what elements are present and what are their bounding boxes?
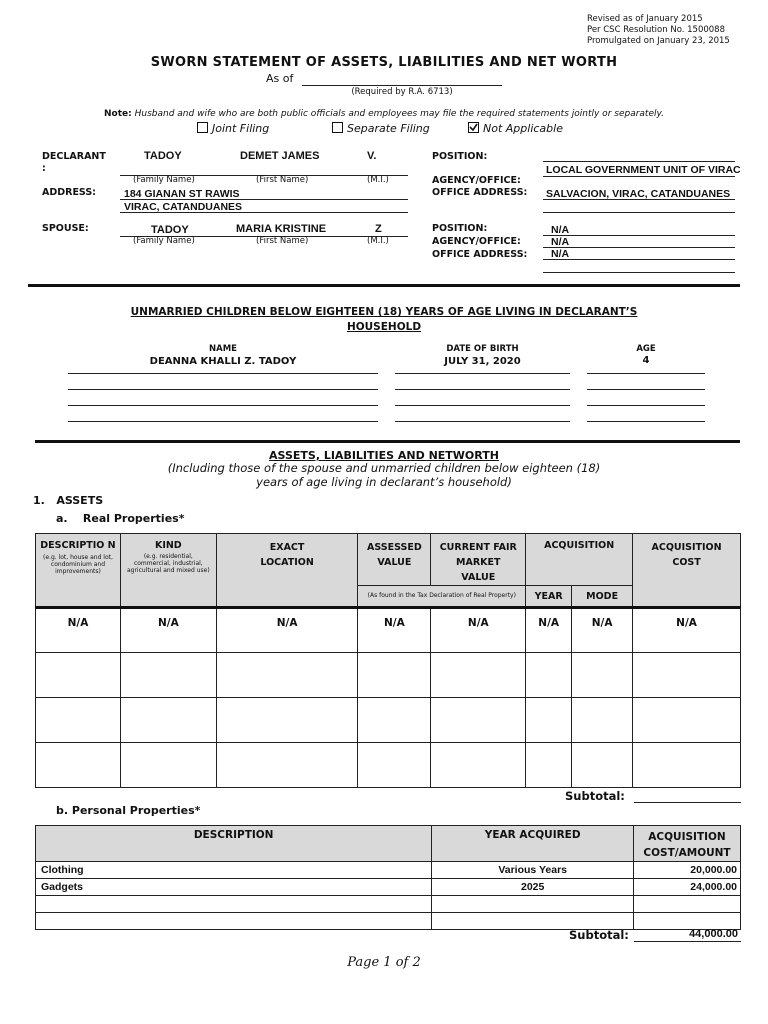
col-fmv-label: CURRENT FAIR — [439, 542, 517, 553]
table-cell[interactable] — [216, 743, 358, 788]
spouse-office-address-underline — [543, 259, 735, 260]
col-pp-description: DESCRIPTION — [36, 826, 432, 862]
col-fmv-label: VALUE — [461, 572, 496, 583]
address-underline — [120, 199, 408, 200]
col-assessed-label: ASSESSED — [367, 542, 422, 553]
alnw-subheading — [0, 461, 768, 489]
table-cell[interactable] — [120, 653, 216, 698]
table-row — [36, 653, 741, 698]
pp-cost[interactable] — [634, 913, 741, 930]
pp-cost[interactable] — [634, 896, 741, 913]
spouse-office-address-value[interactable]: N/A — [551, 248, 570, 260]
first-name-caption: (First Name) — [256, 236, 309, 246]
table-cell[interactable] — [36, 743, 121, 788]
child-row-line — [395, 405, 570, 406]
spouse-agency-underline — [543, 247, 735, 248]
table-cell[interactable] — [431, 698, 526, 743]
address-line1[interactable]: 184 GIANAN ST RAWIS — [124, 188, 240, 200]
table-cell[interactable]: N/A — [216, 608, 358, 653]
children-col-dob: DATE OF BIRTH — [446, 344, 519, 354]
table-cell[interactable] — [120, 743, 216, 788]
table-row — [36, 862, 741, 879]
not-applicable-label: Not Applicable — [483, 122, 563, 135]
mi-caption: (M.I.) — [367, 236, 389, 246]
note — [0, 109, 768, 119]
table-cell[interactable] — [526, 653, 572, 698]
col-fmv — [431, 534, 526, 586]
personal-subtotal-underline — [634, 941, 741, 942]
child-row-line — [395, 421, 570, 422]
child-row-line — [68, 389, 378, 390]
real-subtotal-field[interactable] — [634, 802, 741, 803]
pp-cost[interactable]: 24,000.00 — [634, 879, 741, 896]
spouse-mi[interactable]: Z — [375, 223, 382, 235]
separate-filing-option[interactable] — [332, 121, 430, 135]
col-cost — [633, 534, 741, 608]
table-cell[interactable] — [358, 698, 431, 743]
note-text: Husband and wife who are both public officials and employees may file the required statements jointly or separately. — [134, 109, 664, 119]
page-title: SWORN STATEMENT OF ASSETS, LIABILITIES AND NET WORTH — [150, 55, 618, 70]
children-col-name: NAME — [209, 344, 237, 354]
spouse-agency-value[interactable]: N/A — [551, 236, 570, 248]
personal-subtotal-value[interactable]: 44,000.00 — [689, 928, 738, 940]
spouse-family-name[interactable]: TADOY — [151, 224, 189, 236]
col-location-label: LOCATION — [260, 557, 314, 568]
checkbox-icon[interactable] — [332, 122, 343, 133]
spouse-position-underline — [543, 235, 735, 236]
position-label: POSITION: — [432, 151, 488, 162]
table-cell[interactable] — [572, 698, 633, 743]
section-divider — [35, 440, 740, 443]
table-cell[interactable]: N/A — [120, 608, 216, 653]
pp-year[interactable]: 2025 — [432, 879, 634, 896]
revision-line: Promulgated on January 23, 2015 — [587, 36, 730, 46]
table-row — [36, 608, 741, 653]
col-acquisition-label: ACQUISITION — [544, 540, 615, 551]
children-heading — [0, 305, 768, 335]
child-age[interactable]: 4 — [642, 355, 650, 366]
col-assessed-label: VALUE — [377, 557, 412, 568]
family-name-caption: (Family Name) — [133, 175, 195, 185]
spouse-position-label: POSITION: — [432, 223, 488, 234]
table-cell[interactable]: N/A — [633, 608, 741, 653]
table-cell[interactable] — [526, 743, 572, 788]
col-pp-cost — [634, 826, 741, 862]
col-mode: MODE — [572, 586, 633, 608]
pp-description[interactable]: Gadgets — [36, 879, 432, 896]
table-cell[interactable] — [633, 743, 741, 788]
mi-caption: (M.I.) — [367, 175, 389, 185]
as-of-label: As of — [266, 72, 294, 85]
table-cell[interactable] — [633, 653, 741, 698]
personal-properties-table — [35, 825, 741, 930]
spouse-office-address-underline — [543, 272, 735, 273]
col-pp-cost-label: ACQUISITION — [648, 831, 726, 843]
col-kind-label: KIND — [154, 540, 182, 551]
children-col-age: AGE — [636, 344, 656, 354]
pp-description[interactable] — [36, 896, 432, 913]
section-divider — [28, 284, 740, 287]
declarant-family-name[interactable]: TADOY — [144, 150, 182, 162]
revision-line: Revised as of January 2015 — [587, 14, 703, 24]
alnw-heading: ASSETS, LIABILITIES AND NETWORTH — [269, 449, 499, 462]
alnw-sub-line: years of age living in declarant’s household) — [256, 475, 512, 489]
checkbox-icon[interactable] — [197, 122, 208, 133]
checked-checkbox-icon[interactable] — [468, 122, 479, 133]
col-pp-cost-label: COST/AMOUNT — [643, 847, 731, 859]
office-address-underline — [543, 212, 735, 213]
spouse-first-name[interactable]: MARIA KRISTINE — [236, 223, 327, 235]
real-subtotal-label: Subtotal: — [565, 789, 625, 803]
col-description-label: DESCRIPTIO N — [40, 540, 116, 551]
pp-cost[interactable]: 20,000.00 — [634, 862, 741, 879]
table-cell[interactable] — [36, 653, 121, 698]
position-field[interactable] — [543, 161, 735, 162]
child-row-line — [587, 389, 705, 390]
table-cell[interactable]: N/A — [526, 608, 572, 653]
office-address-label: OFFICE ADDRESS: — [432, 187, 528, 198]
table-cell[interactable] — [526, 698, 572, 743]
agency-value[interactable]: LOCAL GOVERNMENT UNIT OF VIRAC — [546, 164, 741, 176]
table-cell[interactable] — [216, 653, 358, 698]
address-underline — [120, 212, 408, 213]
office-address-underline — [543, 199, 735, 200]
child-row-line — [68, 405, 378, 406]
col-fmv-label: MARKET — [456, 557, 501, 568]
as-of-field[interactable] — [302, 85, 502, 86]
table-cell[interactable] — [358, 743, 431, 788]
assets-heading: 1. ASSETS — [33, 494, 104, 507]
col-kind-note: (e.g. residential, commercial, industrial, agricultural and mixed use) — [126, 553, 210, 574]
table-cell[interactable] — [572, 743, 633, 788]
page-number: Page 1 of 2 — [347, 955, 421, 970]
child-name[interactable]: DEANNA KHALLI Z. TADOY — [149, 356, 297, 367]
agency-underline — [543, 176, 735, 177]
office-address-value[interactable]: SALVACION, VIRAC, CATANDUANES — [546, 188, 731, 200]
first-name-caption: (First Name) — [256, 175, 309, 185]
personal-properties-heading: b. Personal Properties* — [56, 804, 201, 817]
declarant-mi[interactable]: V. — [367, 150, 377, 162]
personal-subtotal-label: Subtotal: — [569, 928, 629, 942]
table-cell[interactable] — [36, 698, 121, 743]
note-label: Note: — [104, 109, 132, 119]
table-cell[interactable] — [633, 698, 741, 743]
revision-line: Per CSC Resolution No. 1500088 — [587, 25, 726, 35]
col-description — [36, 534, 121, 608]
child-row-line — [587, 405, 705, 406]
pp-description[interactable]: Clothing — [36, 862, 432, 879]
col-pp-year: YEAR ACQUIRED — [432, 826, 634, 862]
spouse-agency-label: AGENCY/OFFICE: — [432, 236, 521, 247]
spouse-label: SPOUSE: — [42, 223, 89, 234]
declarant-label: DECLARANT : — [42, 151, 106, 174]
table-cell[interactable]: N/A — [572, 608, 633, 653]
child-row-line — [587, 421, 705, 422]
table-cell[interactable]: N/A — [358, 608, 431, 653]
table-row — [36, 698, 741, 743]
table-cell[interactable] — [431, 653, 526, 698]
pp-year[interactable] — [432, 913, 634, 930]
real-properties-heading: a. Real Properties* — [56, 512, 185, 525]
not-applicable-option[interactable] — [468, 121, 563, 135]
joint-filing-label: Joint Filing — [212, 122, 270, 135]
declarant-first-name[interactable]: DEMET JAMES — [240, 150, 320, 162]
table-row — [36, 913, 741, 930]
children-heading-line: HOUSEHOLD — [346, 321, 422, 333]
col-kind — [120, 534, 216, 608]
col-cost-label: COST — [672, 557, 701, 568]
col-location — [216, 534, 358, 608]
family-name-caption: (Family Name) — [133, 236, 195, 246]
table-row — [36, 743, 741, 788]
table-cell[interactable] — [358, 653, 431, 698]
child-row-line — [68, 373, 378, 374]
spouse-position-value[interactable]: N/A — [551, 224, 570, 236]
required-note: (Required by R.A. 6713) — [351, 87, 453, 97]
real-properties-table — [35, 533, 741, 788]
alnw-sub-line: (Including those of the spouse and unmarried children below eighteen (18) — [167, 461, 601, 475]
col-assessed — [358, 534, 431, 586]
revision-note — [587, 14, 730, 47]
address-label: ADDRESS: — [42, 187, 96, 198]
pp-description[interactable] — [36, 913, 432, 930]
address-line2[interactable]: VIRAC, CATANDUANES — [124, 201, 243, 213]
pp-year[interactable] — [432, 896, 634, 913]
col-location-label: EXACT — [269, 542, 305, 553]
child-row-line — [395, 373, 570, 374]
col-description-note: (e.g. lot, house and lot, condominium and improvements) — [43, 554, 113, 575]
children-heading-line: UNMARRIED CHILDREN BELOW EIGHTEEN (18) YEARS OF AGE LIVING IN DECLARANT’S — [130, 306, 638, 318]
table-cell[interactable] — [120, 698, 216, 743]
col-acquisition — [526, 534, 633, 586]
spouse-office-address-label: OFFICE ADDRESS: — [432, 249, 528, 260]
table-row — [36, 896, 741, 913]
child-dob[interactable]: JULY 31, 2020 — [444, 356, 521, 367]
table-row — [36, 879, 741, 896]
table-cell[interactable] — [431, 743, 526, 788]
table-cell[interactable] — [216, 698, 358, 743]
child-row-line — [395, 389, 570, 390]
tax-declaration-note: (As found in the Tax Declaration of Real Property) — [358, 586, 526, 608]
col-year: YEAR — [526, 586, 572, 608]
table-cell[interactable] — [572, 653, 633, 698]
child-row-line — [587, 373, 705, 374]
agency-label: AGENCY/OFFICE: — [432, 175, 521, 186]
joint-filing-option[interactable] — [197, 121, 269, 135]
separate-filing-label: Separate Filing — [347, 122, 430, 135]
col-cost-label: ACQUISITION — [651, 542, 722, 553]
table-cell[interactable]: N/A — [36, 608, 121, 653]
table-cell[interactable]: N/A — [431, 608, 526, 653]
pp-year[interactable]: Various Years — [432, 862, 634, 879]
child-row-line — [68, 421, 378, 422]
